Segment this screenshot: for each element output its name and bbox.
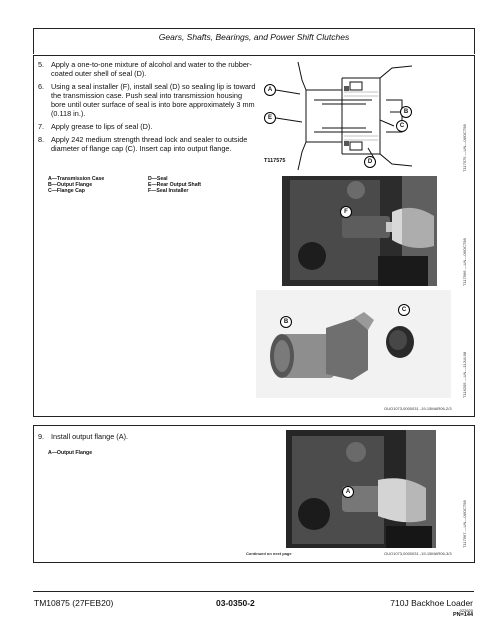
parts-legend [48,450,92,456]
callout-e: E [264,112,276,124]
step-text: Apply grease to lips of seal (D). [51,122,153,131]
parts-legend [48,176,248,195]
step-item [38,82,258,118]
step-number: 9. [38,432,45,441]
reference-code: OUO1073,0000031 -19-15MAR06-3/3 [384,551,452,556]
continued-note: Continued on next page [246,551,292,556]
reference-code: OUO1073,0000031 -19-15MAR06-2/3 [384,406,452,411]
manual-id: TM10875 (27FEB20) [34,598,114,608]
callout-b: B [280,316,292,328]
flange-and-cap-photo [256,290,451,398]
flange-photo-drawing [256,290,451,398]
legend-item: F—Seal Installer [148,188,189,195]
step-item [38,122,258,131]
step-text: Using a seal installer (F), install seal (D) so sealing lip is toward the transmission case. Push seal into transmission housing bore until outer surface of seal is into bore approximately 3 mm (0.118 in.). [51,82,256,118]
callout-c: C [396,120,408,132]
legend-item: A—Output Flange [48,450,93,456]
step-number: 5. [38,60,45,69]
callout-c: C [398,304,410,316]
step-text: Apply 242 medium strength thread lock and sealer to outside diameter of flange cap (C). Insert cap into output flange. [51,135,248,153]
step-item [38,60,258,78]
pn-number: PN=144 [452,612,473,618]
legend-item: D—Seal [148,176,168,182]
footer-rule [33,591,474,592]
step-item [38,432,258,441]
page-header-title: Gears, Shafts, Bearings, and Power Shift Clutches [158,32,350,42]
callout-f: F [340,206,352,218]
legend-item: E—Rear Output Shaft [148,182,202,189]
callout-a: A [264,84,276,96]
callout-b: B [400,106,412,118]
steps-list [38,60,258,157]
seal-installer-photo [282,176,437,286]
flange-install-drawing [286,430,436,548]
step-number: 6. [38,82,45,91]
legend-item: B—Output Flange [48,182,93,189]
seal-cross-section-figure [262,60,422,172]
figure-code: T117575 —UN—06OCT98 [462,124,467,172]
callout-d: D [364,156,376,168]
callout-a: A [342,486,354,498]
machine-name: 710J Backhoe Loader [390,598,473,608]
cross-section-drawing [262,60,422,172]
figure-label: T117575 [264,158,286,164]
step-number: 8. [38,135,45,144]
step-number: 7. [38,122,45,131]
figure-code: T116205 —UN—11JUL98 [462,351,467,398]
step-text: Install output flange (A). [51,432,129,441]
header-rule [34,28,474,29]
legend-item: A—Transmission Case [48,176,105,182]
page-number: 03-0350-2 [216,598,255,608]
output-flange-install-photo [286,430,436,548]
figure-code: T117566 —UN—06OCT98 [462,238,467,286]
header-right-rule [474,28,475,54]
step-item [38,135,258,153]
steps-list [38,432,258,445]
figure-code: T117567 —UN—06OCT98 [462,500,467,548]
step-text: Apply a one-to-one mixture of alcohol and water to the rubber-coated outer shell of seal (D). [51,60,252,78]
legend-item: C—Flange Cap [48,188,85,195]
revision-code: 022620 [459,608,473,613]
installer-photo-drawing [282,176,437,286]
